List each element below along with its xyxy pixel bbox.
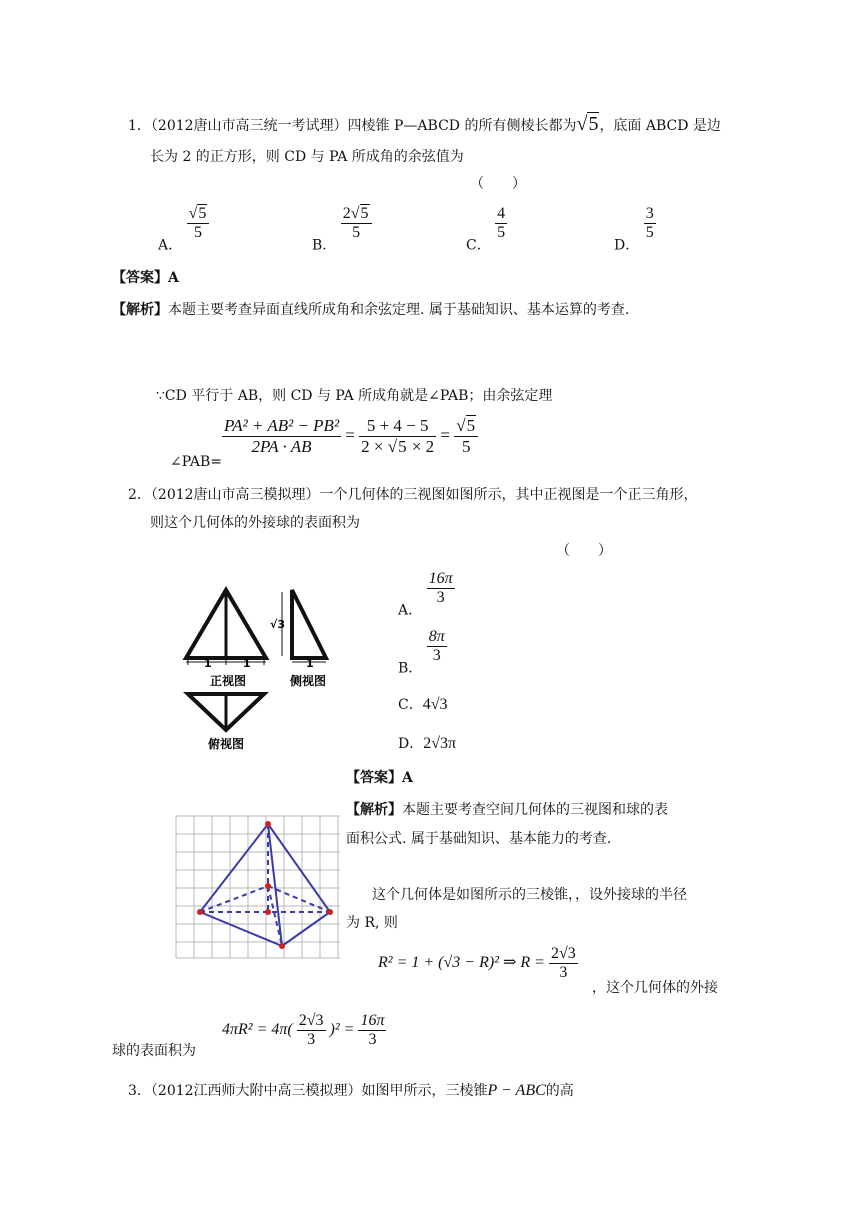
sqrt-symbol: √5 <box>576 113 599 135</box>
q1-answer-paren: （ ） <box>470 176 526 192</box>
q2-step1: 这个几何体是如图所示的三棱锥，，设外接球的半径 <box>372 887 687 903</box>
q2-line2: 则这个几何体的外接球的表面积为 <box>150 515 360 531</box>
q3-line1: 3．（2012江西师大附中高三模拟理）如图甲所示，三棱锥P − ABC的高 <box>128 1082 574 1099</box>
q2-line1: 2．（2012唐山市高三模拟理）一个几何体的三视图如图所示，其中正视图是一个正三角形， <box>128 487 698 503</box>
q2-last-prefix: 球的表面积为 <box>112 1043 196 1059</box>
side-height-label: √3 <box>270 618 285 631</box>
q1-line1: 1．（2012唐山市高三统一考试理）四棱锥 P—ABCD 的所有侧棱长都为√5，底面 ABCD 是边 <box>128 113 721 135</box>
q2-step2: 为 R, 则 <box>346 915 398 931</box>
pyramid-figure <box>172 812 344 962</box>
pyramid-vertices <box>197 821 333 949</box>
q1-option-c: C． $\frac{4}{5}$ <box>466 205 506 254</box>
side-view-triangle <box>292 590 326 658</box>
q1-option-b: B． $\frac{2√5}{5}$ <box>312 205 372 255</box>
side-dim-label: 1 <box>306 657 314 670</box>
front-dim-label-left: 1 <box>204 657 212 670</box>
q2-option-b: B． $\frac{8\pi}{3}$ <box>398 628 445 677</box>
q2-radius-equation: R² = 1 + (√3 − R)² ⇒ R = $\frac{2√3}{3}$ <box>378 945 576 981</box>
q2-analysis: 【解析】本题主要考查空间几何体的三视图和球的表 <box>346 802 668 818</box>
q1-option-d: D． $\frac{3}{5}$ <box>614 205 654 254</box>
q2-option-c: C．4√3 <box>398 696 448 713</box>
pyramid-solid-edges <box>200 824 330 946</box>
q1-step2-prefix: ∠PAB= <box>170 454 222 470</box>
q1-step1: ∵CD 平行于 AB，则 CD 与 PA 所成角就是∠PAB；由余弦定理 <box>156 388 553 404</box>
q2-surface-area-formula: 4πR² = 4π( $\frac{2√3}{3}$ )² = $\frac{16\pi}{3}$ <box>222 1012 385 1048</box>
q1-analysis: 【解析】本题主要考查异面直线所成角和余弦定理. 属于基础知识、基本运算的考查. <box>112 302 630 318</box>
q2-answer: 【答案】A <box>346 770 413 786</box>
q2-analysis-line2: 面积公式. 属于基础知识、基本能力的考查. <box>346 831 612 847</box>
front-view-label: 正视图 <box>210 674 247 688</box>
q1-line2: 长为 2 的正方形，则 CD 与 PA 所成角的余弦值为 <box>150 149 464 165</box>
q2-option-a: A． $\frac{16\pi}{3}$ <box>398 570 453 619</box>
q2-option-d: D．2√3π <box>398 735 457 752</box>
side-view-label: 侧视图 <box>290 674 327 688</box>
q2-answer-paren: （ ） <box>556 543 612 559</box>
front-dim-label-right: 1 <box>243 657 251 670</box>
q1-cosine-formula: $\frac{\text{PA² + AB² − PB²}}{2PA \cdot AB}$ = $\frac{5 + 4 - 5}{2 \times √5 \times 2}$ = $\frac{√5}{5}$ <box>222 416 478 457</box>
top-view-label: 俯视图 <box>208 737 245 751</box>
three-view-figure <box>180 582 350 752</box>
q1-answer: 【答案】A <box>112 270 179 286</box>
q1-option-a: A． $\frac{√5}{5}$ <box>158 205 209 255</box>
q2-eq-tail: ，这个几何体的外接 <box>592 980 718 996</box>
